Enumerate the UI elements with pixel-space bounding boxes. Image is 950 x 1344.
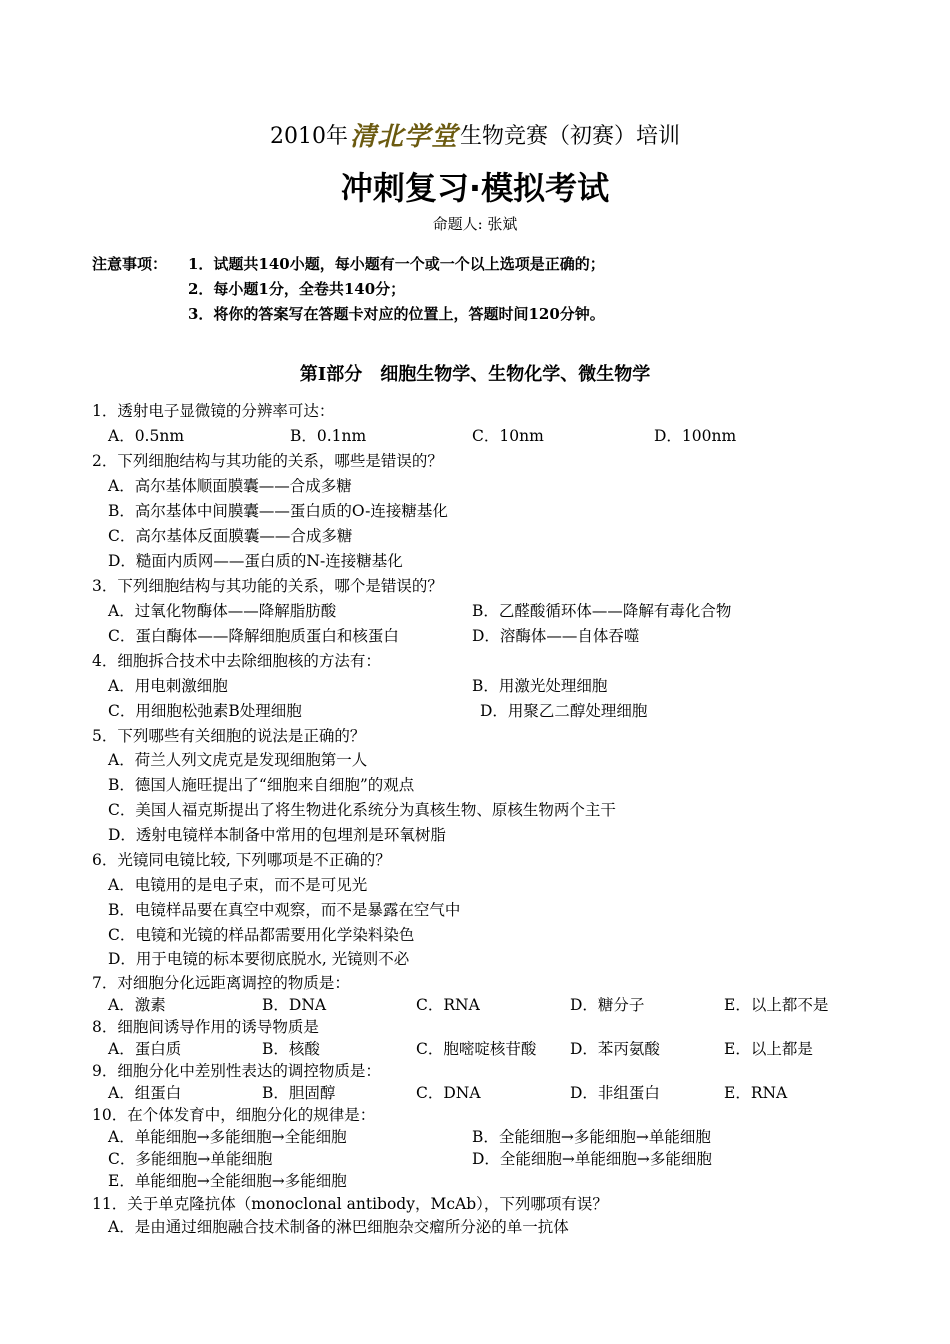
notes-lead: 注意事项： xyxy=(92,255,168,273)
question-option: D．糙面内质网——蛋白质的N-连接糖基化 xyxy=(108,552,403,570)
question-option: A．单能细胞→多能细胞→全能细胞 xyxy=(108,1128,347,1146)
question-option: A．是由通过细胞融合技术制备的淋巴细胞杂交瘤所分泌的单一抗体 xyxy=(108,1218,569,1236)
question-stem: 8．细胞间诱导作用的诱导物质是 xyxy=(92,1018,319,1036)
course-title xyxy=(0,122,950,152)
question-option: B．DNA xyxy=(262,996,327,1014)
question-option: C．蛋白酶体——降解细胞质蛋白和核蛋白 xyxy=(108,627,399,645)
question-stem: 3．下列细胞结构与其功能的关系，哪个是错误的？ xyxy=(92,577,443,595)
question-option: D．溶酶体——自体吞噬 xyxy=(472,627,640,645)
question-option: B．用激光处理细胞 xyxy=(472,677,608,695)
note-item: 3．将你的答案写在答题卡对应的位置上，答题时间120分钟。 xyxy=(188,305,605,323)
question-option: C．胞嘧啶核苷酸 xyxy=(416,1040,537,1058)
exam-title: 冲刺复习·模拟考试 xyxy=(340,169,610,207)
note-item: 2．每小题1分，全卷共140分； xyxy=(188,280,406,298)
question-option: A．电镜用的是电子束，而不是可见光 xyxy=(108,876,368,894)
question-stem: 6．光镜同电镜比较, 下列哪项是不正确的？ xyxy=(92,851,391,869)
question-option: C．美国人福克斯提出了将生物进化系统分为真核生物、原核生物两个主干 xyxy=(108,801,616,819)
question-stem: 7．对细胞分化远距离调控的物质是： xyxy=(92,974,350,992)
question-option: E．单能细胞→全能细胞→多能细胞 xyxy=(108,1172,347,1190)
question-option: D．全能细胞→单能细胞→多能细胞 xyxy=(472,1150,712,1168)
question-option: B．核酸 xyxy=(262,1040,320,1058)
section-title: 第Ⅰ部分 细胞生物学、生物化学、微生物学 xyxy=(299,364,651,385)
question-option: D．非组蛋白 xyxy=(570,1084,660,1102)
question-option: A．蛋白质 xyxy=(108,1040,182,1058)
question-option: A．0.5nm xyxy=(108,427,185,445)
course-subtitle: 生物竞赛（初赛）培训 xyxy=(460,124,681,149)
question-option: B．胆固醇 xyxy=(262,1084,336,1102)
question-option: E．以上都是 xyxy=(724,1040,813,1058)
question-stem: 10．在个体发育中，细胞分化的规律是： xyxy=(92,1106,376,1124)
question-stem: 9．细胞分化中差别性表达的调控物质是： xyxy=(92,1062,381,1080)
question-option: A．组蛋白 xyxy=(108,1084,182,1102)
question-option: E．以上都不是 xyxy=(724,996,829,1014)
question-stem: 2．下列细胞结构与其功能的关系，哪些是错误的？ xyxy=(92,452,443,470)
question-option: B．高尔基体中间膜囊——蛋白质的O-连接糖基化 xyxy=(108,502,448,520)
question-option: B．德国人施旺提出了“细胞来自细胞”的观点 xyxy=(108,776,415,794)
question-option: E．RNA xyxy=(724,1084,788,1102)
question-option: B．乙醛酸循环体——降解有毒化合物 xyxy=(472,602,732,620)
question-option: A．荷兰人列文虎克是发现细胞第一人 xyxy=(108,751,368,769)
question-option: C．用细胞松弛素B处理细胞 xyxy=(108,702,302,720)
question-option: C．电镜和光镜的样品都需要用化学染料染色 xyxy=(108,926,415,944)
question-stem: 1．透射电子显微镜的分辨率可达： xyxy=(92,402,335,420)
question-option: B．0.1nm xyxy=(290,427,367,445)
question-option: A．用电刺激细胞 xyxy=(108,677,228,695)
question-option: A．过氧化物酶体——降解脂肪酸 xyxy=(108,602,337,620)
question-option: C．高尔基体反面膜囊——合成多糖 xyxy=(108,527,353,545)
question-option: C．10nm xyxy=(472,427,544,445)
question-stem: 5．下列哪些有关细胞的说法是正确的？ xyxy=(92,727,366,745)
question-option: D．糖分子 xyxy=(570,996,645,1014)
question-stem: 11．关于单克隆抗体（monoclonal antibody，McAb），下列哪项有误？ xyxy=(92,1195,608,1213)
question-option: C．RNA xyxy=(416,996,480,1014)
question-option: D．苯丙氨酸 xyxy=(570,1040,660,1058)
question-option: B．电镜样品要在真空中观察，而不是暴露在空气中 xyxy=(108,901,461,919)
question-option: D．100nm xyxy=(654,427,737,445)
question-option: C．多能细胞→单能细胞 xyxy=(108,1150,273,1168)
author-line: 命题人: 张斌 xyxy=(432,215,518,233)
question-option: A．激素 xyxy=(108,996,166,1014)
year-text: 2010年 xyxy=(269,124,348,149)
question-option: D．用聚乙二醇处理细胞 xyxy=(480,702,648,720)
question-option: B．全能细胞→多能细胞→单能细胞 xyxy=(472,1128,711,1146)
question-stem: 4．细胞拆合技术中去除细胞核的方法有： xyxy=(92,652,381,670)
school-logo: 清北学堂 xyxy=(349,122,458,152)
question-option: C．DNA xyxy=(416,1084,481,1102)
question-option: D．透射电镜样本制备中常用的包埋剂是环氧树脂 xyxy=(108,826,446,844)
question-option: A．高尔基体顺面膜囊——合成多糖 xyxy=(108,477,352,495)
note-item: 1．试题共140小题，每小题有一个或一个以上选项是正确的； xyxy=(188,255,605,273)
question-option: D．用于电镜的标本要彻底脱水, 光镜则不必 xyxy=(108,950,410,968)
exam-notes xyxy=(92,252,605,327)
